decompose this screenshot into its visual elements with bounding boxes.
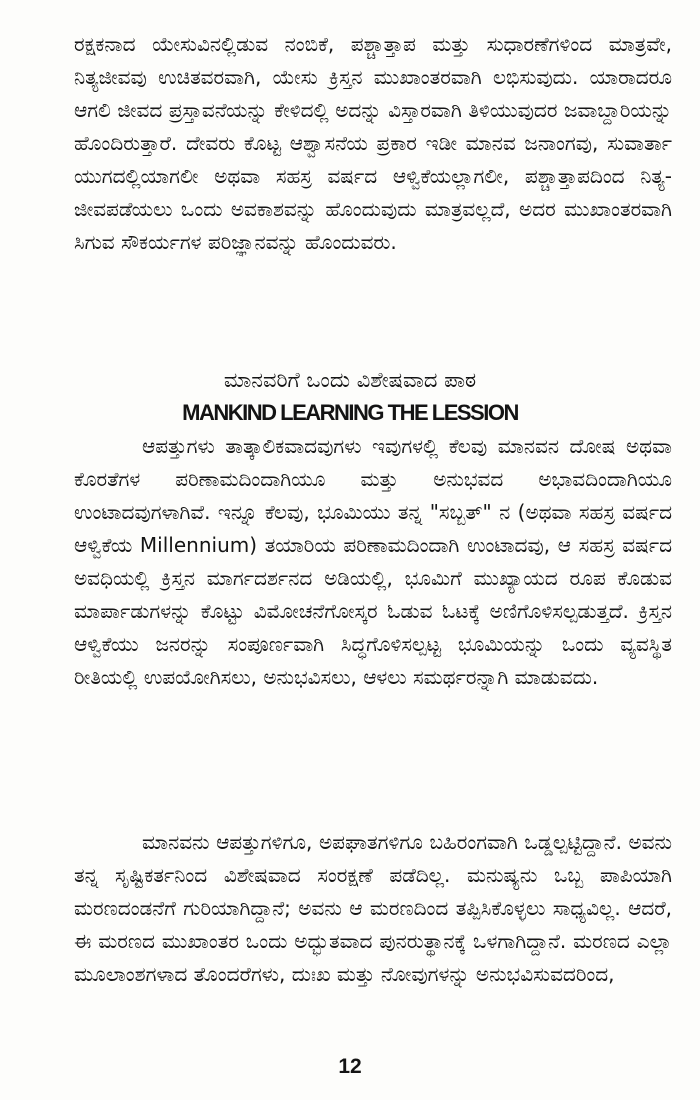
section-heading-kannada: ಮಾನವರಿಗೆ ಒಂದು ವಿಶೇಷವಾದ ಪಾಠ — [223, 368, 477, 392]
paragraph-1: ರಕ್ಷಕನಾದ ಯೇಸುವಿನಲ್ಲಿಡುವ ನಂಬಿಕೆ, ಪಶ್ಚಾತ್ತಾಪ ಮತ್ತು ಸುಧಾರಣೆಗಳಿಂದ ಮಾತ್ರವೇ, ನಿತ್ಯಜೀವವು ಉಚಿತವರವಾಗಿ, ಯೇಸು ಕ್ರಿಸ್ತನ ಮುಖಾಂತರವಾಗಿ ಲಭಿಸುವುದು. ಯಾರಾದರೂ ಆಗಲಿ ಜೀವದ ಪ್ರಸ್ತಾವನೆಯನ್ನು ಕೇಳಿದಲ್ಲಿ ಅದನ್ನು ವಿಸ್ತಾರವಾಗಿ ತಿಳಿಯುವುದರ ಜವಾಬ್ದಾರಿಯನ್ನು ಹೊಂದಿರುತ್ತಾರೆ. ದೇವರು ಕೊಟ್ಟ ಆಶ್ವಾಸನೆಯ ಪ್ರಕಾರ ಇಡೀ ಮಾನವ ಜನಾಂಗವು, ಸುವಾರ್ತಾ ಯುಗದಲ್ಲಿಯಾಗಲೀ ಅಥವಾ ಸಹಸ್ರ ವರ್ಷದ ಆಳ್ವಿಕೆಯಲ್ಲಾಗಲೀ, ಪಶ್ಚಾತ್ತಾಪದಿಂದ ನಿತ್ಯ-ಜೀವಪಡೆಯಲು ಒಂದು ಅವಕಾಶವನ್ನು ಹೊಂದುವುದು ಮಾತ್ರವಲ್ಲದೆ, ಅದರ ಮುಖಾಂತರವಾಗಿ ಸಿಗುವ ಸೌಕರ್ಯಗಳ ಪರಿಜ್ಞಾನವನ್ನು ಹೊಂದುವರು. — [74, 32, 672, 254]
paragraph-2: ಆಪತ್ತುಗಳು ತಾತ್ಕಾಲಿಕವಾದವುಗಳು ಇವುಗಳಲ್ಲಿ ಕೆಲವು ಮಾನವನ ದೋಷ ಅಥವಾ ಕೊರತೆಗಳ ಪರಿಣಾಮದಿಂದಾಗಿಯೂ ಮತ್ತು ಅನುಭವದ ಅಭಾವದಿಂದಾಗಿಯೂ ಉಂಟಾದವುಗಳಾಗಿವೆ. ಇನ್ನೂ ಕೆಲವು, ಭೂಮಿಯು ತನ್ನ "ಸಬ್ಬತ್" ನ (ಅಥವಾ ಸಹಸ್ರ ವರ್ಷದ ಆಳ್ವಿಕೆಯ Millennium) ತಯಾರಿಯ ಪರಿಣಾಮದಿಂದಾಗಿ ಉಂಟಾದವು, ಆ ಸಹಸ್ರ ವರ್ಷದ ಅವಧಿಯಲ್ಲಿ ಕ್ರಿಸ್ತನ ಮಾರ್ಗದರ್ಶನದ ಅಡಿಯಲ್ಲಿ, ಭೂಮಿಗೆ ಮುಖ್ಯಾಯದ ರೂಪ ಕೊಡುವ ಮಾರ್ಪಾಡುಗಳನ್ನು ಕೊಟ್ಟು ವಿಮೋಚನೆಗೋಸ್ಕರ ಓಡುವ ಓಟಕ್ಕೆ ಅಣಿಗೊಳಿಸಲ್ಪಡುತ್ತದೆ. ಕ್ರಿಸ್ತನ ಆಳ್ವಿಕೆಯು ಜನರನ್ನು ಸಂಪೂರ್ಣವಾಗಿ ಸಿದ್ಧಗೊಳಿಸಲ್ಪಟ್ಟ ಭೂಮಿಯನ್ನು ಒಂದು ವ್ಯವಸ್ಥಿತ ರೀತಿಯಲ್ಲಿ ಉಪಯೋಗಿಸಲು, ಅನುಭವಿಸಲು, ಆಳಲು ಸಮರ್ಥರನ್ನಾಗಿ ಮಾಡುವದು. — [74, 434, 672, 689]
page-number: 12 — [338, 1055, 362, 1078]
paragraph-3: ಮಾನವನು ಆಪತ್ತುಗಳಿಗೂ, ಅಪಘಾತಗಳಿಗೂ ಬಹಿರಂಗವಾಗಿ ಒಡ್ಡಲ್ಪಟ್ಟಿದ್ದಾನೆ. ಅವನು ತನ್ನ ಸೃಷ್ಟಿಕರ್ತನಿಂದ ವಿಶೇಷವಾದ ಸಂರಕ್ಷಣೆ ಪಡೆದಿಲ್ಲ. ಮನುಷ್ಯನು ಒಬ್ಬ ಪಾಪಿಯಾಗಿ ಮರಣದಂಡನೆಗೆ ಗುರಿಯಾಗಿದ್ದಾನೆ; ಅವನು ಆ ಮರಣದಿಂದ ತಪ್ಪಿಸಿಕೊಳ್ಳಲು ಸಾಧ್ಯವಿಲ್ಲ. ಆದರೆ, ಈ ಮರಣದ ಮುಖಾಂತರ ಒಂದು ಅದ್ಭುತವಾದ ಪುನರುತ್ಥಾನಕ್ಕೆ ಒಳಗಾಗಿದ್ದಾನೆ. ಮರಣದ ಎಲ್ಲಾ ಮೂಲಾಂಶಗಳಾದ ತೊಂದರೆಗಳು, ದುಃಖ ಮತ್ತು ನೋವುಗಳನ್ನು ಅನುಭವಿಸುವದರಿಂದ, — [74, 830, 672, 986]
section-heading-english: MANKIND LEARNING THE LESSION — [182, 400, 518, 425]
